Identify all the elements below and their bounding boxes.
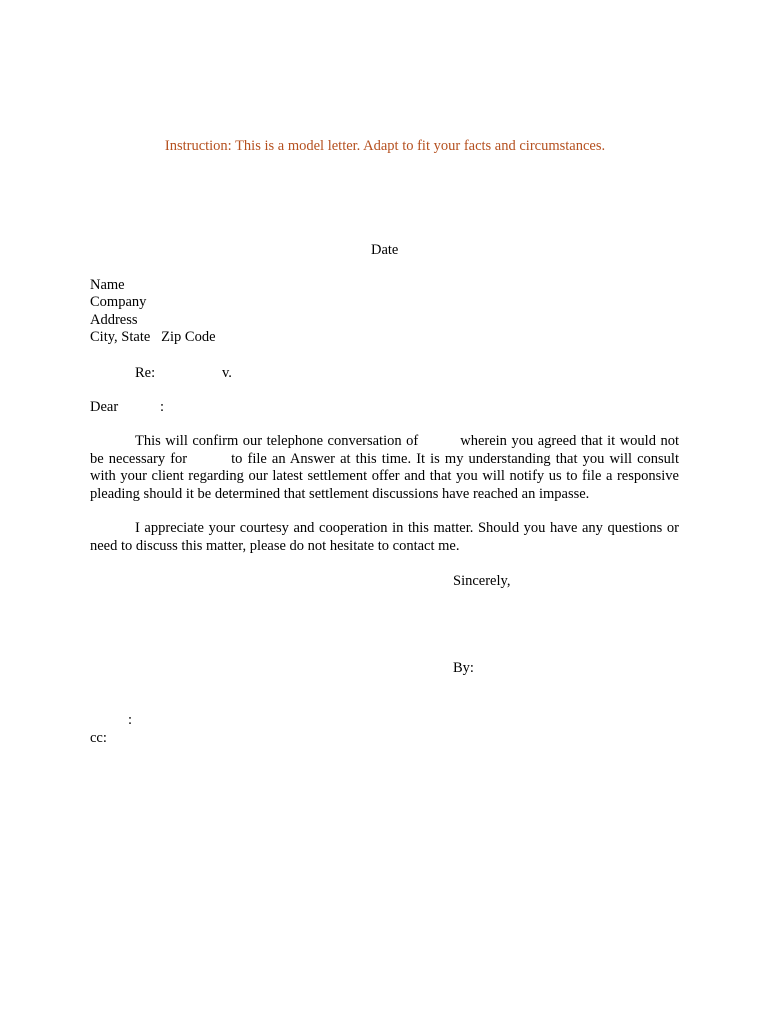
closing-sincerely: Sincerely,	[453, 573, 511, 589]
re-label: Re:	[135, 365, 156, 381]
body-p1-part2: wherein you agreed that it would not be necessary for	[90, 433, 680, 467]
instruction-note: Instruction: This is a model letter. Adapt to fit your facts and circumstances.	[164, 138, 606, 154]
footer-colon: :	[128, 712, 133, 728]
body-paragraph-2	[90, 520, 679, 555]
closing-by: By:	[453, 660, 474, 676]
salutation-dear: Dear	[90, 399, 119, 415]
recipient-address: Address	[90, 312, 138, 328]
body-p2-text: I appreciate your courtesy and cooperation in this matter. Should you have any questions or need to discuss this matter, please do not hesitate to contact me.	[90, 520, 679, 554]
salutation-colon: :	[160, 399, 165, 415]
footer-cc: cc:	[90, 730, 107, 746]
body-p1-part1: This will confirm our telephone conversation of	[135, 433, 419, 449]
recipient-name: Name	[90, 277, 125, 293]
body-p1-part3: to file an Answer at this time. It is my understanding that you will consult with your client regarding our latest settlement offer and that you will notify us to file a responsive pleading should it be determined that settlement discussions have reached an impasse.	[90, 450, 679, 502]
date-line: Date	[371, 242, 399, 258]
recipient-company: Company	[90, 294, 147, 310]
body-paragraph-1	[90, 433, 679, 503]
re-versus: v.	[222, 365, 232, 381]
recipient-city-state-zip: City, State Zip Code	[90, 329, 216, 345]
